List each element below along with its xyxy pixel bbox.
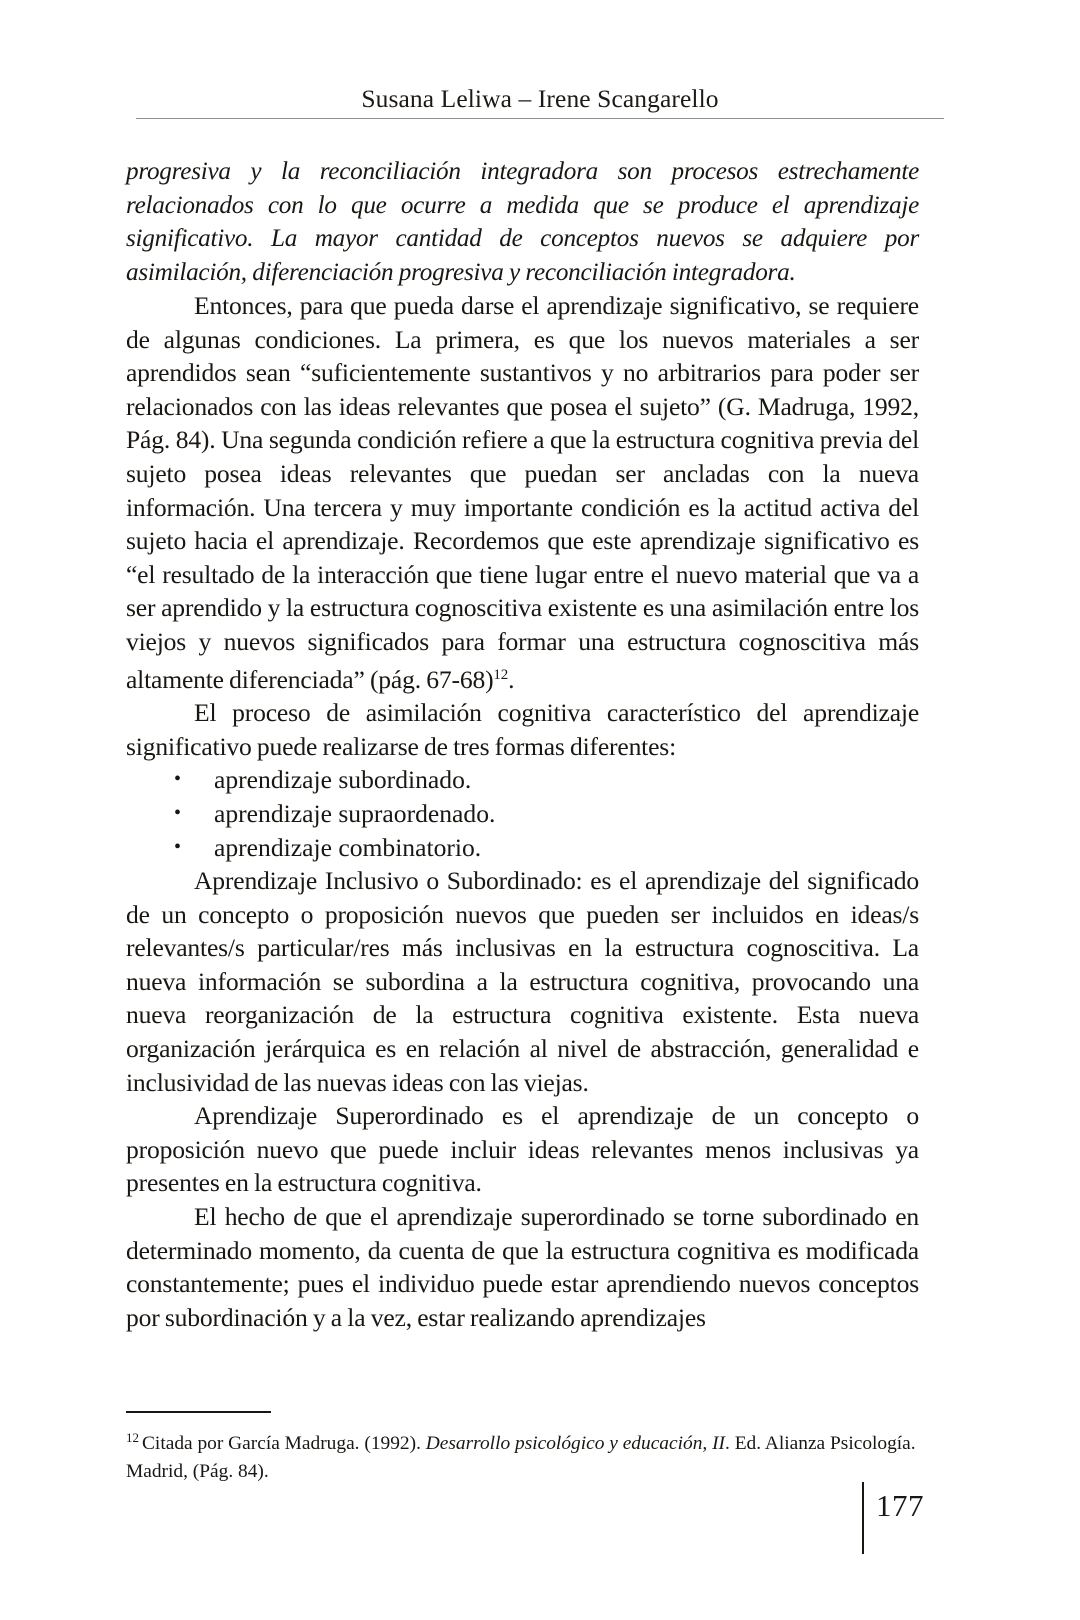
list-item-label: aprendizaje combinatorio. (214, 832, 482, 862)
bullet-icon: • (174, 768, 182, 791)
footnote-text-before-title: Citada por García Madruga. (1992). (142, 1433, 426, 1455)
list-item (126, 831, 919, 865)
footnote-reference-marker[interactable]: 12 (493, 666, 509, 683)
paragraph-aprendizaje-superordinado: Aprendizaje Superordinado es el aprendizaje de un concepto o proposición nuevo que puede incluir ideas relevantes menos inclusivas ya presentes en la estructura cognitiva. (126, 1101, 919, 1198)
body-text-block (126, 155, 919, 1334)
page-number: 177 (876, 1488, 924, 1523)
bullet-icon: • (174, 835, 182, 858)
footnote-number: 12 (126, 1430, 139, 1445)
footnote-text-after-title: . Ed. Alianza Psicología. Madrid, (Pág. 84). (126, 1433, 916, 1483)
footnote-work-title: Desarrollo psicológico y educación, II (425, 1433, 725, 1455)
paragraph-entonces (126, 289, 919, 696)
header-divider-rule (136, 118, 944, 119)
list-item-label: aprendizaje subordinado. (214, 765, 472, 795)
footnote-entry (126, 1424, 926, 1486)
paragraph-aprendizaje-inclusivo: Aprendizaje Inclusivo o Subordinado: es el aprendizaje del significado de un concepto o proposición nuevos que pueden ser incluidos en ideas/s relevantes/s particular/res más inclusivas en la estructura cognoscitiva. La nueva información se subordina a la estructura cognitiva, provocando una nueva reorganización de la estructura cognitiva existente. Esta nueva organización jerárquica es en relación al nivel de abstracción, generalidad e inclusividad de las nuevas ideas con las viejas. (126, 866, 919, 1097)
running-head: Susana Leliwa – Irene Scangarello (361, 84, 719, 113)
list-item (126, 763, 919, 797)
paragraph-entonces-text: Entonces, para que pueda darse el aprendizaje significativo, se requiere de algunas condiciones. La primera, es que los nuevos materiales a ser aprendidos sean “suficientemente sustantivos y no arbitrarios para poder ser relacionados con las ideas relevantes que posea el sujeto” (G. Madruga, 1992, Pág. 84). Una segunda condición refiere a que la estructura cognitiva previa del sujeto posea ideas relevantes que puedan ser ancladas con la nueva información. Una tercera y muy importante condición es la actitud activa del sujeto hacia el aprendizaje. Recordemos que este aprendizaje significativo es “el resultado de la interacción que tiene lugar entre el nuevo material que va a ser aprendido y la estructura cognoscitiva existente es una asimilación entre los viejos y nuevos significados para formar una estructura cognoscitiva más altamente diferenciada” (pág. 67-68) (126, 291, 919, 694)
learning-forms-list (126, 763, 919, 864)
paragraph-proceso-asimilacion: El proceso de asimilación cognitiva característico del aprendizaje significativo puede realizarse de tres formas diferentes: (126, 698, 919, 761)
list-item-label: aprendizaje supraordenado. (214, 798, 496, 828)
paragraph-hecho-superordinado: El hecho de que el aprendizaje superordinado se torne subordinado en determinado momento, da cuenta de que la estructura cognitiva es modificada constantemente; pues el individuo puede estar aprendiendo nuevos conceptos por subordinación y a la vez, estar realizando aprendizajes (126, 1202, 919, 1332)
paragraph-entonces-tail: . (508, 664, 515, 694)
bullet-icon: • (174, 801, 182, 824)
folio-divider-rule (862, 1482, 864, 1554)
list-item (126, 797, 919, 831)
footnote-separator-rule (126, 1411, 271, 1413)
paragraph-lead-italic: progresiva y la reconciliación integradora son procesos estrechamente relacionados con lo que ocurre a medida que se produce el aprendizaje significativo. La mayor cantidad de conceptos nuevos se adquiere por asimilación, diferenciación progresiva y reconciliación integradora. (126, 158, 919, 286)
